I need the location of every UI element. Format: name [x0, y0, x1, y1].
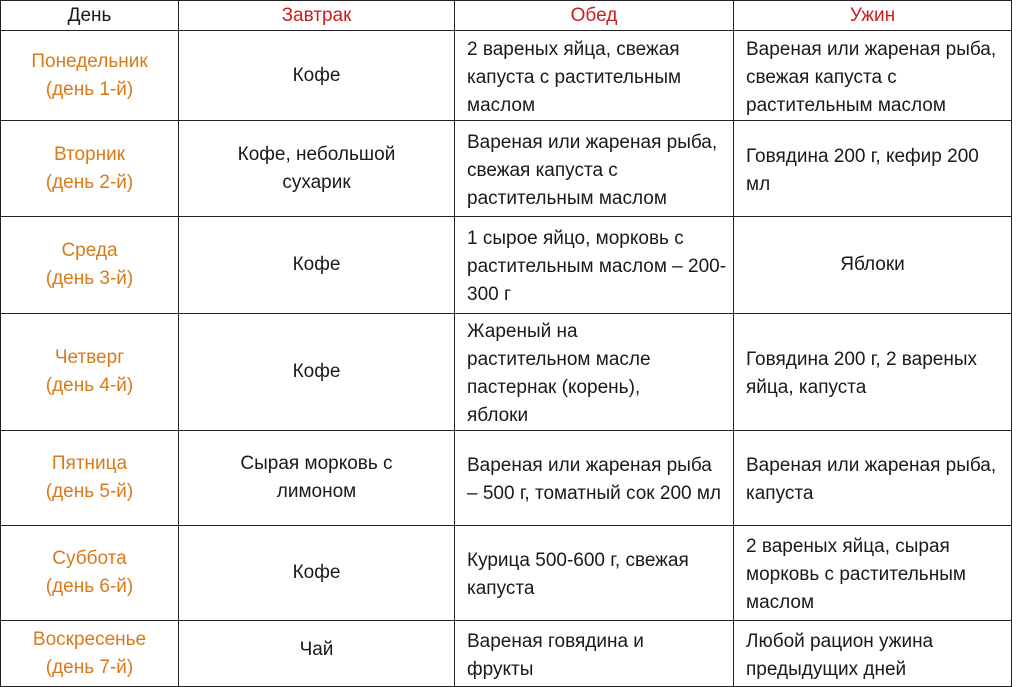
lunch-cell: 1 сырое яйцо, морковь с растительным маслом – 200-300 г	[455, 217, 734, 314]
table-row	[1, 217, 1012, 314]
lunch-cell: Курица 500-600 г, свежая капуста	[455, 526, 734, 621]
lunch-cell: Вареная или жареная рыба, свежая капуста с растительным маслом	[455, 121, 734, 217]
dinner-cell: Говядина 200 г, 2 вареных яйца, капуста	[734, 314, 1012, 431]
table-row	[1, 526, 1012, 621]
day-number: (день 5-й)	[45, 481, 134, 502]
breakfast-cell: Кофе, небольшой сухарик	[179, 121, 455, 217]
breakfast-cell: Кофе	[179, 31, 455, 121]
day-name: Воскресенье	[32, 628, 147, 650]
dinner-cell: Любой рацион ужина предыдущих дней	[734, 621, 1012, 687]
day-number: (день 3-й)	[45, 268, 134, 289]
header-row	[1, 1, 1012, 31]
table-row	[1, 621, 1012, 687]
day-name: Среда	[61, 240, 118, 261]
day-cell	[1, 526, 179, 621]
lunch-cell: Жареный на растительном масле пастернак (корень), яблоки	[455, 314, 734, 431]
header-day: День	[1, 1, 179, 31]
dinner-cell: Яблоки	[734, 217, 1012, 314]
day-number: (день 4-й)	[45, 375, 134, 396]
day-name: Четверг	[54, 347, 125, 368]
day-name: Суббота	[52, 548, 127, 569]
dinner-cell: Говядина 200 г, кефир 200 мл	[734, 121, 1012, 217]
day-cell	[1, 621, 179, 687]
day-number: (день 7-й)	[45, 656, 134, 678]
lunch-cell: 2 вареных яйца, свежая капуста с растительным маслом	[455, 31, 734, 121]
day-cell	[1, 31, 179, 121]
header-lunch: Обед	[455, 1, 734, 31]
day-cell	[1, 121, 179, 217]
dinner-cell: 2 вареных яйца, сырая морковь с растительным маслом	[734, 526, 1012, 621]
day-number: (день 2-й)	[45, 171, 134, 193]
dinner-cell: Вареная или жареная рыба, капуста	[734, 431, 1012, 526]
header-dinner: Ужин	[734, 1, 1012, 31]
day-name: Вторник	[53, 143, 126, 165]
day-cell	[1, 431, 179, 526]
header-breakfast: Завтрак	[179, 1, 455, 31]
table-row	[1, 431, 1012, 526]
breakfast-cell: Чай	[179, 621, 455, 687]
lunch-cell: Вареная говядина и фрукты	[455, 621, 734, 687]
day-name: Пятница	[51, 453, 128, 474]
day-number: (день 6-й)	[45, 576, 134, 597]
breakfast-cell: Сырая морковь с лимоном	[179, 431, 455, 526]
table-row	[1, 314, 1012, 431]
breakfast-cell: Кофе	[179, 314, 455, 431]
table-row	[1, 31, 1012, 121]
lunch-cell: Вареная или жареная рыба – 500 г, томатный сок 200 мл	[455, 431, 734, 526]
dinner-cell: Вареная или жареная рыба, свежая капуста с растительным маслом	[734, 31, 1012, 121]
breakfast-cell: Кофе	[179, 217, 455, 314]
day-cell	[1, 217, 179, 314]
day-number: (день 1-й)	[45, 78, 134, 100]
day-name: Понедельник	[31, 50, 148, 72]
table-row	[1, 121, 1012, 217]
day-cell	[1, 314, 179, 431]
breakfast-cell: Кофе	[179, 526, 455, 621]
